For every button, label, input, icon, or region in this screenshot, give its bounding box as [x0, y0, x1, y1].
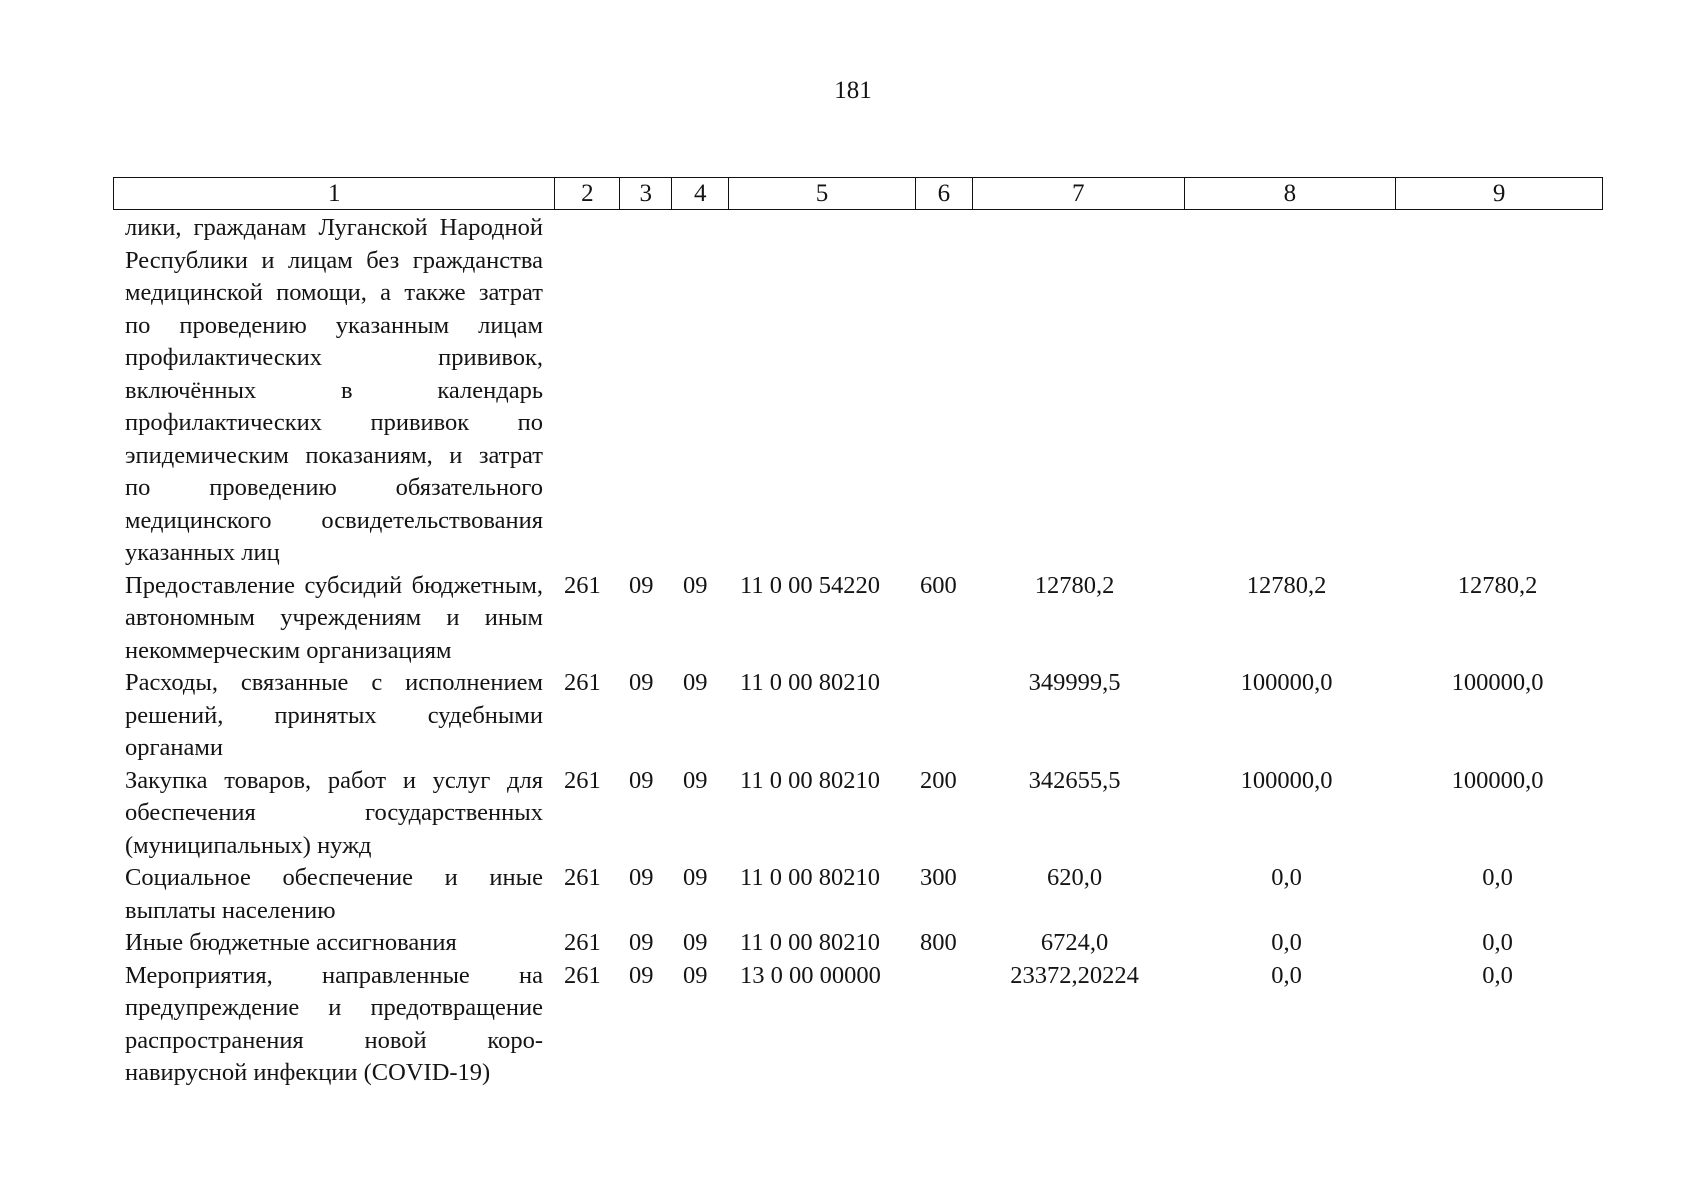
- cell-col-8: 100000,0: [1240, 669, 1333, 696]
- cell-col-8: 100000,0: [1240, 766, 1333, 794]
- cell-col-5: 11 0 00 80210: [740, 669, 880, 696]
- column-header-1: 1: [114, 178, 555, 209]
- cell-col-9: 100000,0: [1451, 669, 1544, 696]
- column-header-5: 5: [729, 178, 916, 209]
- page-number: 181: [834, 77, 872, 104]
- cell-col-5: 11 0 00 80210: [740, 766, 880, 794]
- cell-col-6: 200: [920, 766, 957, 794]
- column-header-9: 9: [1492, 180, 1506, 207]
- table-row: [0, 927, 1698, 960]
- table-row: [0, 960, 1698, 1090]
- cell-col-7: 12780,2: [1034, 571, 1115, 599]
- table-row: [0, 570, 1698, 668]
- cell-col-7: 23372,20224: [1010, 961, 1139, 989]
- cell-col-9: 0,0: [1482, 864, 1513, 891]
- cell-col-3: 09: [629, 766, 654, 794]
- cell-col-5: 13 0 00 00000: [740, 961, 881, 989]
- cell-col-3: 09: [629, 864, 654, 891]
- cell-col-5: 11 0 00 80210: [740, 864, 880, 891]
- cell-col-9: 100000,0: [1451, 766, 1544, 794]
- row-description: Социальное обеспечение и иные выплаты населению: [125, 864, 543, 924]
- cell-col-2: 261: [564, 929, 601, 956]
- table-body: [0, 212, 1698, 1090]
- cell-col-3: 09: [629, 961, 654, 989]
- cell-col-2: 261: [564, 669, 601, 696]
- cell-col-8: 0,0: [1271, 929, 1302, 956]
- table-row: [0, 862, 1698, 927]
- cell-col-6: 800: [920, 929, 957, 956]
- cell-col-4: 09: [683, 864, 708, 891]
- row-description: лики, гражданам Луганской Народной Республики и лицам без гражданства медицинской помощи, а также затрат по проведению указанным лицам профилактических прививок, включённых в календарь профилактических прививок по эпидемическим показаниям, и затрат по проведению обязательного медицинского освидетельствования указанных лиц: [125, 214, 543, 566]
- cell-col-3: 09: [629, 929, 654, 956]
- row-description: Предоставление субсидий бюджетным, автономным учреждениям и иным некоммерческим организациям: [125, 571, 543, 664]
- cell-col-7: 6724,0: [1040, 929, 1109, 956]
- cell-col-8: 0,0: [1271, 961, 1302, 989]
- cell-col-7: 349999,5: [1028, 669, 1121, 696]
- cell-col-4: 09: [683, 669, 708, 696]
- row-description: Мероприятия, направленные на предупреждение и предотвращение распространения новой коронавирусной инфекции (COVID-19): [125, 961, 543, 1086]
- cell-col-2: 261: [564, 766, 601, 794]
- row-description: Иные бюджетные ассигнования: [125, 929, 457, 956]
- cell-col-4: 09: [683, 766, 708, 794]
- cell-col-4: 09: [683, 571, 708, 599]
- column-header-4: 4: [672, 178, 729, 209]
- column-header-7: 7: [973, 178, 1185, 209]
- cell-col-5: 11 0 00 54220: [740, 571, 880, 599]
- row-description: Закупка товаров, работ и услуг для обеспечения государственных (муниципальных) нужд: [125, 766, 543, 859]
- column-header-3: 3: [620, 178, 672, 209]
- cell-col-8: 0,0: [1271, 864, 1302, 891]
- cell-col-6: 300: [920, 864, 957, 891]
- cell-col-6: 600: [920, 571, 957, 599]
- cell-col-3: 09: [629, 571, 654, 599]
- column-header-8: 8: [1185, 178, 1397, 209]
- cell-col-4: 09: [683, 929, 708, 956]
- cell-col-3: 09: [629, 669, 654, 696]
- column-header-6: 6: [916, 178, 973, 209]
- column-header-2: 2: [555, 178, 620, 209]
- table-row: [0, 212, 1698, 570]
- cell-col-7: 342655,5: [1028, 766, 1121, 794]
- cell-col-2: 261: [564, 571, 601, 599]
- cell-col-9: 0,0: [1482, 961, 1513, 989]
- cell-col-8: 12780,2: [1246, 571, 1327, 599]
- cell-col-2: 261: [564, 864, 601, 891]
- table-header-row: [113, 177, 1603, 210]
- cell-col-9: 0,0: [1482, 929, 1513, 956]
- row-description: Расходы, связанные с исполнением решений, принятых судебными органами: [125, 669, 543, 761]
- cell-col-2: 261: [564, 961, 601, 989]
- cell-col-4: 09: [683, 961, 708, 989]
- table-row: [0, 765, 1698, 863]
- table-row: [0, 667, 1698, 765]
- cell-col-5: 11 0 00 80210: [740, 929, 880, 956]
- cell-col-7: 620,0: [1046, 864, 1103, 891]
- cell-col-9: 12780,2: [1457, 571, 1538, 599]
